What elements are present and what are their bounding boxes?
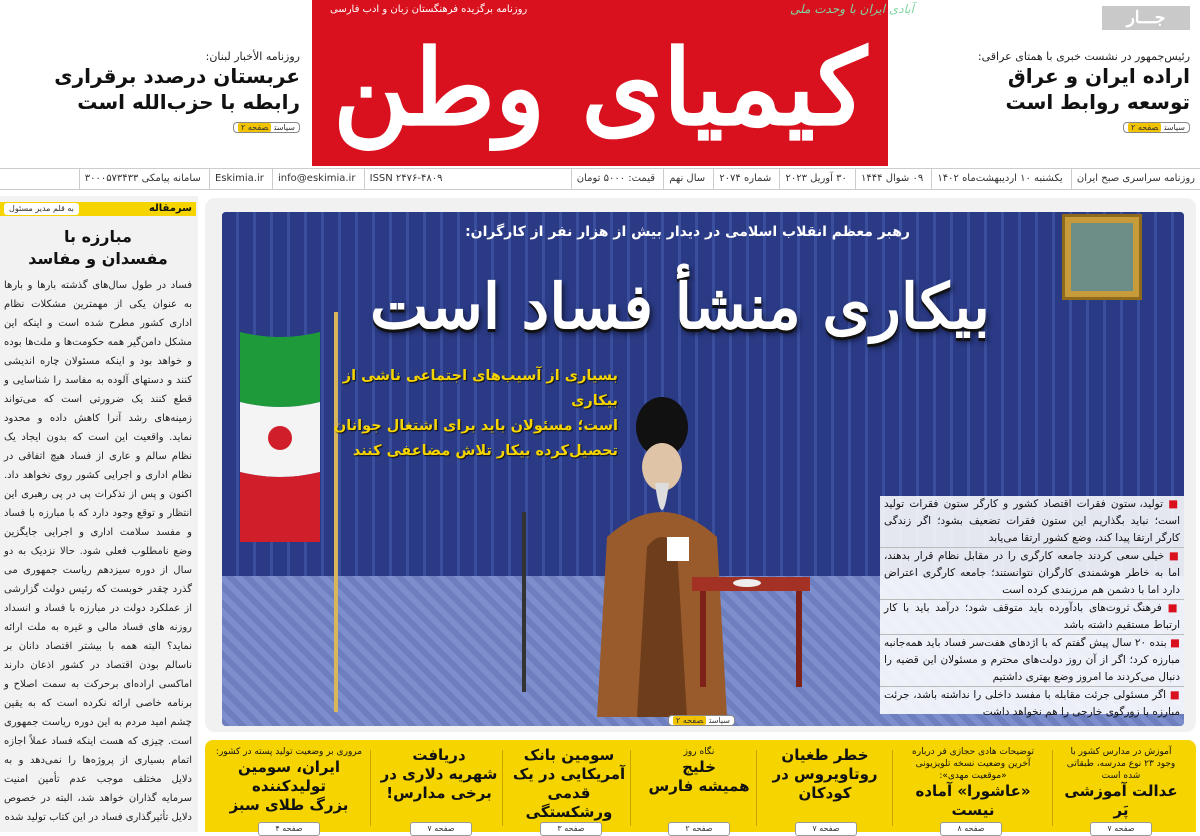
quote-text: خیلی سعی کردند جامعه کارگری را در مقابل نظام قرار بدهند، اما به خاطر هوشمندی کارگران نتوانستند؛ جامعه کارگری اعتراض دارد اما با دشمن هم مرزبندی کرده است	[884, 550, 1180, 596]
bottom-story-page[interactable]: صفحه ۳	[540, 822, 602, 836]
editorial-title-line-2: مفسدان و مفاسد	[28, 249, 168, 268]
right-teaser-headline-1: اراده ایران و عراق	[1007, 64, 1190, 88]
editorial-title[interactable]	[4, 226, 192, 270]
editorial-column	[0, 196, 198, 832]
bottom-story-title-2: شهریه دلاری در برخی مدارس!	[380, 765, 498, 802]
editorial-header	[0, 202, 196, 216]
price: قیمت: ۵۰۰۰ تومان	[571, 169, 660, 189]
quote-text: فرهنگ ثروت‌های بادآورده باید متوقف شود؛ درآمد باید با کار ارتباط مستقیم داشته باشد	[884, 602, 1180, 631]
bottom-story[interactable]	[380, 746, 498, 803]
masthead-tagline: روزنامه برگزیده فرهنگستان زبان و ادب فارسی	[330, 4, 528, 15]
quote-text: اگر مسئولی جرئت مقابله با مفسد داخلی را نداشته باشد، جرئت مبارزه با زورگوی خارجی را هم نخواهد داشت	[884, 689, 1180, 718]
story-divider	[630, 750, 631, 826]
jar-badge: جـــار	[1102, 6, 1190, 30]
bottom-story[interactable]	[766, 746, 884, 803]
right-teaser-headline-2: توسعه روابط است	[1005, 90, 1190, 114]
right-teaser-page: صفحه ۲	[1128, 123, 1161, 132]
editorial-title-line-1: مبارزه با	[64, 227, 132, 246]
email-link[interactable]: info@eskimia.ir	[272, 169, 360, 189]
bottom-story-title: عدالت آموزشی پَر	[1064, 782, 1178, 819]
bottom-story[interactable]	[640, 746, 758, 796]
bottom-story-title-2: بزرگ طلای سبز	[229, 796, 349, 814]
editorial-body: فساد در طول سال‌های گذشته بارها و بارها به عنوان یکی از مهمترین مشکلات نظام اداری کشور مطرح شده است و اینکه این مشکل دامن‌گیر همه حکومت‌ها و ملت‌ها بوده و خواهد بود و اینکه مسئولان چاره اندیشی کنند و دستهای آلوده به مفاسد را شناسایی و قطع کنند یک ضرورتی است که می‌تواند زمینه‌های رشد آنرا کاهش داده و محدود نماید. واقعیت این است که بدون ایجاد یک نظام سالم و عاری از فساد هیچ اتفاقی در نظام اداری و اجرایی کشور روی نخواهد داد. اکنون و پس از تذکرات پی در پی رهبری این انتظار و توقع وجود دارد که با مبارزه با فساد و مفسد سلامت اداری و اجرایی جایگزین وضع نامطلوب فعلی شود. حالا نزدیک به دو سال از دوره سیزدهم ریاست جمهوری می گذرد چقدر خوبست که رئیس دولت گزارشی از عملکرد دولت در مبارزه با فساد و انسداد روزنه های فساد مالی و غیره به ملت ارائه نماید؟ البته همه با بیشتر اقتصاد دانان بر ناسالم بودن اقتصاد در کشور اذعان دارند اماکسی اراده‌ای برحرکت به سمت اصلاح و برنامه خاصی ارائه نکرده است که به یقین چشم امید مردم به این دوره ریاست جمهوری است. چیزی که هست اینکه فساد عملاً اجازه اتمام بسیاری از پروژه‌ها را نمی‌دهد و به دلایل مختلف موجب عدم تأمین امنیت سرمایه گذاران خواهد شد، البته در خصوص دلایل تأثیرگذاری فساد در این کتاب تولید شده	[4, 280, 192, 823]
bottom-story-title: دریافت	[412, 746, 466, 764]
left-teaser-section: سیاست	[274, 123, 295, 132]
bottom-story-page[interactable]: صفحه ۷	[795, 822, 857, 836]
issue-info-bar	[0, 168, 1200, 190]
left-teaser-kicker: روزنامه الأخبار لبنان:	[205, 50, 300, 63]
bottom-story-kicker: مروری بر وضعیت تولید پسته در کشور:	[215, 747, 363, 757]
bottom-story-kicker: آموزش در مدارس کشور با وجود ۲۳ نوع مدرسه، طبقاتی شده است	[1066, 747, 1176, 781]
left-teaser-page: صفحه ۲	[238, 123, 271, 132]
story-divider	[892, 750, 893, 826]
quotes-box	[880, 496, 1184, 718]
bottom-story-title: ایران، سومین تولیدکننده	[237, 758, 341, 795]
right-teaser[interactable]	[900, 50, 1190, 134]
issn: ISSN ۲۴۷۶-۴۸۰۹	[364, 169, 448, 189]
website-link[interactable]: Eskimia.ir	[209, 169, 269, 189]
newspaper-logo: کیمیای وطن	[333, 26, 867, 149]
portrait-image-inner	[1071, 223, 1133, 291]
bottom-story-kicker: توضیحات هادی حجازی فر درباره آخرین وضعیت نسخه تلویزیونی «موقعیت مهدی»:	[912, 747, 1034, 781]
bottom-story-page[interactable]: صفحه ۴	[258, 822, 320, 836]
quote-item: ■ فرهنگ ثروت‌های بادآورده باید متوقف شود؛ درآمد باید با کار ارتباط مستقیم داشته باشد	[880, 600, 1184, 635]
bottom-story-page[interactable]: صفحه ۷	[410, 822, 472, 836]
editorial-label: سرمقاله	[148, 203, 192, 214]
main-story-subhead	[318, 364, 618, 464]
sms-number: سامانه پیامکی ۳۰۰۰۵۷۳۴۳۳	[79, 169, 206, 189]
left-teaser-tag	[233, 122, 300, 133]
story-divider	[1052, 750, 1053, 826]
portrait-image	[1062, 214, 1142, 300]
quote-text: تولید، ستون فقرات اقتصاد کشور و کارگر ستون فقرات تولید است؛ نباید بگذاریم این ستون فقرات تضعیف بشود؛ اگر زندگی کارگر ارتقا پیدا کند، وضع کشور ارتقا می‌یابد	[884, 498, 1180, 544]
bottom-story[interactable]	[1062, 746, 1180, 820]
side-table-image	[692, 577, 810, 687]
quote-item: ■ خیلی سعی کردند جامعه کارگری را در مقابل نظام قرار بدهند، اما به خاطر هوشمندی کارگران نتوانستند؛ جامعه کارگری اعتراض دارد اما با دشمن هم مرزبندی کرده است	[880, 548, 1184, 600]
main-story-kicker: رهبر معظم انقلاب اسلامی در دیدار بیش از هزار نفر از کارگران:	[465, 224, 910, 240]
bottom-story-title-2: همیشه فارس	[648, 777, 750, 795]
right-teaser-kicker: رئیس‌جمهور در نشست خبری با همتای عراقی:	[977, 50, 1190, 63]
left-teaser-headline-1: عربستان درصدد برقراری	[54, 64, 300, 88]
main-story-section: سیاست	[709, 716, 730, 725]
bottom-story-page[interactable]: صفحه ۷	[1090, 822, 1152, 836]
bottom-story-title-2: روتاویروس در کودکان	[772, 765, 878, 802]
left-teaser-headline-2: رابطه با حزب‌الله است	[77, 90, 300, 114]
date-hijri: ۰۹ شوال ۱۴۴۴	[855, 169, 928, 189]
date-gregorian: ۳۰ آوریل ۲۰۲۳	[779, 169, 851, 189]
subhead-line-1: بسیاری از آسیب‌های اجتماعی ناشی از بیکاری	[342, 368, 618, 409]
main-story-headline[interactable]: بیکاری منشأ فساد است	[370, 270, 990, 343]
bottom-story-title: سومین بانک	[523, 746, 615, 764]
quote-item: ■ بنده ۲۰ سال پیش گفتم که با اژدهای هفت‌سر فساد باید همه‌جانبه مبارزه کرد؛ اگر از آن روز دولت‌های محترم و مسئولان این قضیه را دنبال می‌کردند ما امروز وضع بهتری داشتیم	[880, 635, 1184, 687]
date-persian: یکشنبه ۱۰ اردیبهشت‌ماه ۱۴۰۲	[931, 169, 1067, 189]
issue-number: شماره ۲۰۷۴	[713, 169, 776, 189]
left-teaser[interactable]	[10, 50, 300, 134]
quote-item: ■ اگر مسئولی جرئت مقابله با مفسد داخلی را نداشته باشد، جرئت مبارزه با زورگوی خارجی را هم نخواهد داشت	[884, 689, 1180, 718]
bottom-story-title: خلیج	[682, 758, 716, 776]
bottom-story-kicker: نگاه روز	[683, 747, 715, 757]
bottom-story-title: خطر طغیان	[781, 746, 869, 764]
microphone-stand	[522, 512, 526, 692]
bottom-story[interactable]	[900, 746, 1046, 820]
bottom-story-title: «عاشورا» آماده نیست	[915, 782, 1031, 819]
masthead-logo-block	[312, 0, 888, 166]
paper-type: روزنامه سراسری صبح ایران	[1071, 169, 1200, 189]
main-story-page: صفحه ۲	[673, 716, 706, 725]
subhead-line-2: است؛ مسئولان باید برای اشتغال جوانان	[333, 418, 618, 434]
bottom-story[interactable]	[510, 746, 628, 822]
iran-flag-image	[240, 332, 320, 542]
right-teaser-section: سیاست	[1164, 123, 1185, 132]
main-story-tag[interactable]	[668, 715, 735, 726]
editorial-byline: به قلم مدیر مسئول	[4, 203, 79, 215]
bottom-story-title-2: آمریکایی در یک قدمی ورشکستگی	[512, 765, 626, 821]
bottom-story-page[interactable]: صفحه ۲	[668, 822, 730, 836]
volume-year: سال نهم	[663, 169, 710, 189]
subhead-line-3: تحصیل‌کرده بیکار تلاش مضاعفی کنند	[352, 443, 618, 459]
right-teaser-tag	[1123, 122, 1190, 133]
story-divider	[502, 750, 503, 826]
bottom-story[interactable]	[210, 746, 368, 815]
quote-text: بنده ۲۰ سال پیش گفتم که با اژدهای هفت‌سر فساد باید همه‌جانبه مبارزه کرد؛ اگر از آن روز دولت‌های محترم و مسئولان این قضیه را دنبال می‌کردند ما امروز وضع بهتری داشتیم	[884, 637, 1180, 683]
story-divider	[370, 750, 371, 826]
bottom-story-page[interactable]: صفحه ۸	[940, 822, 1002, 836]
quote-item: ■ تولید، ستون فقرات اقتصاد کشور و کارگر ستون فقرات تولید است؛ نباید بگذاریم این ستون فقرات تضعیف بشود؛ اگر زندگی کارگر ارتقا پیدا کند، وضع کشور ارتقا می‌یابد	[880, 496, 1184, 548]
masthead-slogan: آبادی ایران با وحدت ملی	[790, 2, 914, 16]
